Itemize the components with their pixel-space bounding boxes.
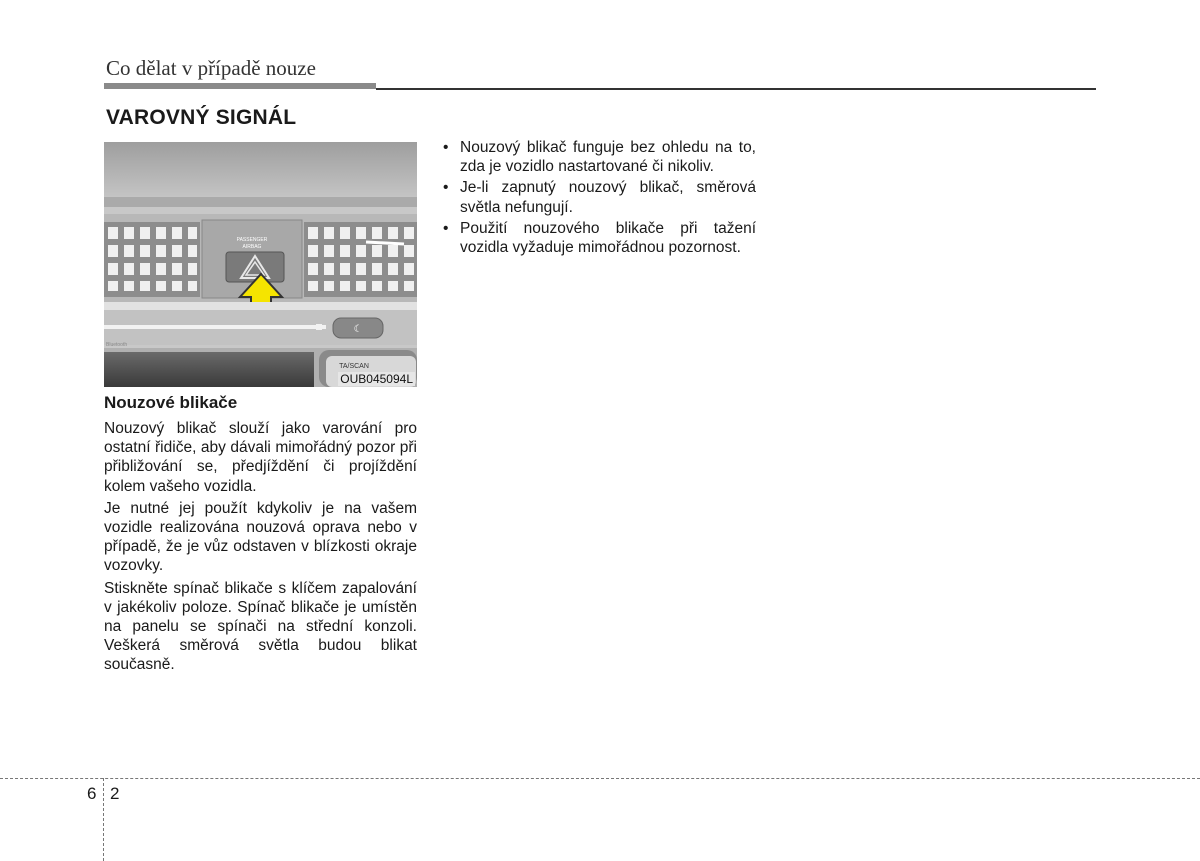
paragraph-purpose: Nouzový blikač slouží jako varování pro ostatní řidiče, aby dávali mimořádný pozor při přibližování se, předjíždění či projíždění kolem vašeho vozidla. (104, 420, 417, 495)
chapter-title: Co dělat v případě nouze (106, 56, 316, 80)
footer-divider (0, 778, 1200, 779)
bluetooth-label: Bluetooth (106, 342, 128, 348)
dashboard-illustration (104, 142, 417, 387)
hazard-switch-figure (104, 142, 417, 387)
bullet-text: Nouzový blikač funguje bez ohledu na to, zda je vozidlo nastartované či nikoliv. (460, 139, 756, 176)
list-item (443, 219, 756, 257)
bullet-text: Je-li zapnutý nouzový blikač, směrová světla nefungují. (460, 179, 756, 216)
left-column (104, 419, 417, 678)
bullet-mark: • (443, 139, 449, 156)
header-rule-thick (104, 83, 376, 89)
airbag-label-line2: AIRBAG (242, 244, 262, 250)
section-title: VAROVNÝ SIGNÁL (106, 106, 297, 129)
paragraph-operation: Stiskněte spínač blikače s klíčem zapalování v jakékoliv poloze. Spínač blikače je umístěn na panelu se spínači na střední konzoli. Veškerá směrová světla budou blikat současně. (104, 579, 417, 674)
header-rule-thin (376, 88, 1096, 90)
subheading-hazard-lights: Nouzové blikače (104, 393, 238, 412)
figure-caption: OUB045094L (340, 372, 413, 386)
hazard-switch-button (226, 252, 284, 282)
footer-page-divider (103, 778, 104, 861)
svg-text:☾: ☾ (353, 324, 363, 335)
notes-list (443, 138, 756, 257)
page-number: 2 (110, 784, 120, 803)
round-knob-button (333, 318, 383, 338)
list-item (443, 178, 756, 216)
tascan-label: TA/SCAN (339, 363, 369, 370)
list-item (443, 138, 756, 176)
right-column (443, 138, 756, 259)
bullet-text: Použití nouzového blikače při tažení vozidla vyžaduje mimořádnou pozornost. (460, 219, 756, 257)
right-air-vent (304, 222, 417, 297)
paragraph-when-to-use: Je nutné jej použít kdykoliv je na vašem vozidle realizována nouzová oprava nebo v případě, že je vůz odstaven v blízkosti okraje vozovky. (104, 499, 417, 575)
airbag-label-line1: PASSENGER (236, 237, 268, 243)
bullet-mark: • (443, 219, 449, 237)
bullet-mark: • (443, 179, 449, 197)
left-air-vent (104, 222, 200, 297)
page-chapter-number: 6 (87, 784, 97, 803)
